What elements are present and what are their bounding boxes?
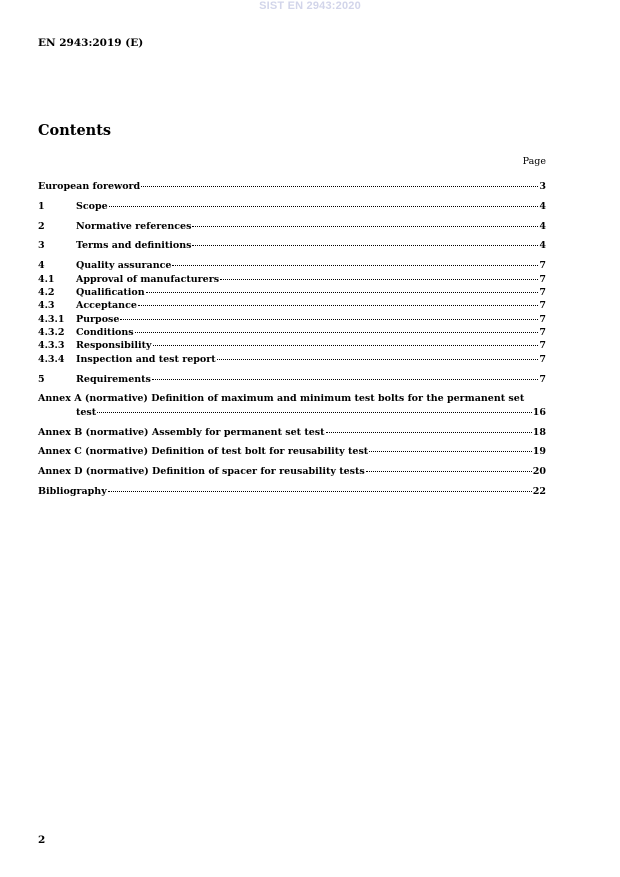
toc-entry-4-3-1[interactable] — [38, 313, 546, 326]
toc-title: Terms and definitions — [76, 240, 192, 252]
toc-title: Purpose — [76, 313, 120, 325]
toc-entry-2[interactable] — [38, 220, 546, 233]
toc-page: 18 — [532, 426, 546, 438]
toc-title: European foreword — [38, 181, 141, 192]
dot-leader — [109, 206, 539, 207]
toc-entry-4-1[interactable] — [38, 273, 546, 286]
toc-page: 3 — [539, 181, 546, 192]
toc-title: Annex B (normative) Assembly for permanent set test — [38, 426, 325, 438]
toc-page: 7 — [539, 300, 546, 312]
table-of-contents — [38, 180, 546, 498]
watermark: SIST EN 2943:2020 — [259, 0, 361, 12]
toc-title-continuation: test — [76, 406, 97, 418]
toc-entry-4-3[interactable] — [38, 299, 546, 312]
toc-page: 19 — [532, 446, 546, 458]
toc-page: 7 — [539, 353, 546, 365]
page-column-label: Page — [522, 156, 546, 167]
toc-page: 22 — [532, 485, 546, 497]
toc-number: 2 — [38, 220, 45, 232]
toc-page: 7 — [539, 286, 546, 298]
toc-title: Bibliography — [38, 485, 107, 497]
toc-entry-annex-d[interactable] — [38, 465, 546, 478]
dot-leader — [152, 379, 538, 380]
toc-number: 4.2 — [38, 286, 55, 298]
toc-number: 4.3.1 — [38, 313, 65, 325]
dot-leader — [97, 412, 532, 413]
toc-page: 7 — [539, 327, 546, 339]
toc-title: Responsibility — [76, 340, 152, 352]
toc-number: 4.3.3 — [38, 340, 65, 352]
toc-number: 3 — [38, 240, 45, 252]
toc-entry-1[interactable] — [38, 200, 546, 213]
toc-page: 16 — [532, 406, 546, 418]
toc-entry-5[interactable] — [38, 373, 546, 386]
toc-title: Quality assurance — [76, 260, 172, 272]
toc-title: Approval of manufacturers — [76, 273, 220, 285]
toc-page: 4 — [539, 220, 546, 232]
toc-title: Inspection and test report — [76, 353, 216, 365]
toc-number: 5 — [38, 373, 45, 385]
toc-entry-4-3-2[interactable] — [38, 326, 546, 339]
toc-page: 4 — [539, 200, 546, 212]
dot-leader — [326, 432, 532, 433]
toc-title: Annex A (normative) Definition of maximum and minimum test bolts for the permanent set — [38, 393, 525, 405]
dot-leader — [192, 245, 538, 246]
document-id: EN 2943:2019 (E) — [38, 37, 144, 49]
toc-entry-4-2[interactable] — [38, 286, 546, 299]
contents-title: Contents — [38, 122, 112, 139]
toc-title: Requirements — [76, 373, 151, 385]
page-number: 2 — [38, 834, 46, 846]
toc-page: 7 — [539, 373, 546, 385]
dot-leader — [146, 292, 539, 293]
toc-page: 7 — [539, 313, 546, 325]
toc-title: Annex D (normative) Definition of spacer for reusability tests — [38, 466, 365, 478]
toc-number: 4 — [38, 260, 45, 272]
toc-entry-4-3-3[interactable] — [38, 339, 546, 352]
toc-entry-4-3-4[interactable] — [38, 353, 546, 366]
toc-number: 4.1 — [38, 273, 55, 285]
dot-leader — [141, 186, 538, 187]
dot-leader — [192, 226, 538, 227]
dot-leader — [217, 359, 539, 360]
toc-title: Conditions — [76, 327, 134, 339]
toc-title: Scope — [76, 200, 108, 212]
dot-leader — [369, 451, 532, 452]
toc-entry-foreword[interactable] — [38, 180, 546, 193]
toc-number: 4.3.4 — [38, 353, 65, 365]
toc-entry-bibliography[interactable] — [38, 485, 546, 498]
dot-leader — [120, 319, 538, 320]
dot-leader — [172, 265, 538, 266]
dot-leader — [135, 332, 539, 333]
toc-entry-annex-b[interactable] — [38, 426, 546, 439]
toc-entry-annex-a[interactable] — [38, 392, 546, 419]
toc-number: 4.3 — [38, 300, 55, 312]
toc-number: 4.3.2 — [38, 327, 65, 339]
toc-entry-4[interactable] — [38, 259, 546, 272]
dot-leader — [138, 305, 538, 306]
toc-title: Normative references — [76, 220, 192, 232]
dot-leader — [153, 345, 539, 346]
dot-leader — [220, 279, 538, 280]
toc-title: Annex C (normative) Definition of test bolt for reusability test — [38, 446, 369, 458]
dot-leader — [108, 491, 532, 492]
toc-title: Qualification — [76, 286, 145, 298]
toc-page: 4 — [539, 240, 546, 252]
toc-title: Acceptance — [76, 300, 137, 312]
toc-page: 7 — [539, 340, 546, 352]
dot-leader — [366, 471, 532, 472]
toc-entry-3[interactable] — [38, 239, 546, 252]
toc-number: 1 — [38, 200, 45, 212]
toc-page: 7 — [539, 260, 546, 272]
toc-page: 20 — [532, 466, 546, 478]
toc-page: 7 — [539, 273, 546, 285]
toc-entry-annex-c[interactable] — [38, 445, 546, 458]
